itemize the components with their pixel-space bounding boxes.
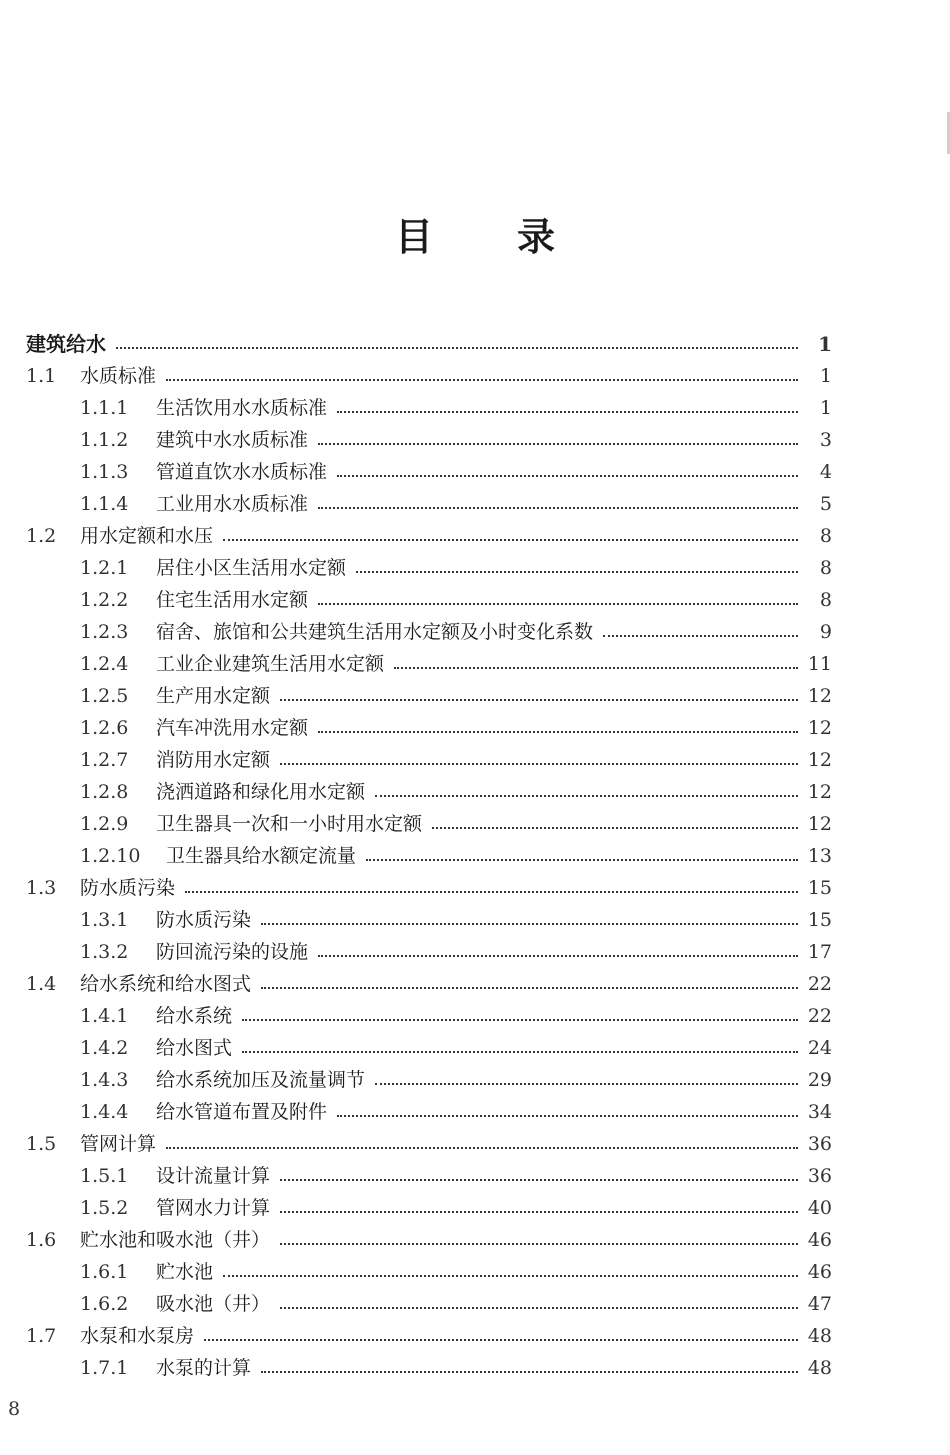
toc-entry-label: 贮水池和吸水池（井） — [80, 1229, 271, 1251]
toc-entry-label: 住宅生活用水定额 — [156, 589, 309, 611]
toc-dot-leader — [318, 443, 798, 445]
toc-entry-page: 1 — [818, 332, 832, 356]
toc-entry-page: 1 — [819, 397, 832, 419]
toc-entry-page: 12 — [807, 717, 832, 739]
toc-entry[interactable] — [26, 1064, 832, 1096]
toc-entry-page: 15 — [807, 877, 832, 899]
toc-entry-number: 1.3 — [26, 877, 57, 899]
toc-dot-leader — [432, 827, 798, 829]
toc-dot-leader — [318, 603, 798, 605]
toc-dot-leader — [375, 1083, 798, 1085]
toc-entry-number: 1.4.2 — [80, 1037, 129, 1059]
toc-entry-page: 8 — [819, 525, 832, 547]
toc-entry[interactable] — [26, 872, 832, 904]
toc-entry[interactable] — [26, 1160, 832, 1192]
toc-dot-leader — [394, 667, 798, 669]
toc-entry-page: 12 — [807, 813, 832, 835]
toc-entry-label: 卫生器具给水额定流量 — [166, 845, 357, 867]
toc-entry-page: 15 — [807, 909, 832, 931]
toc-entry[interactable] — [26, 1256, 832, 1288]
toc-entry-number: 1.3.1 — [80, 909, 129, 931]
toc-entry-page: 1 — [819, 365, 832, 387]
toc-entry-number: 1.2.10 — [80, 845, 141, 867]
toc-entry-number: 1.2.3 — [80, 621, 129, 643]
toc-entry-number: 1.1.3 — [80, 461, 129, 483]
toc-entry[interactable] — [26, 328, 832, 360]
toc-entry-page: 46 — [807, 1229, 832, 1251]
toc-entry-page: 12 — [807, 781, 832, 803]
toc-entry-page: 4 — [819, 461, 832, 483]
toc-entry-page: 34 — [807, 1101, 832, 1123]
toc-entry-label: 贮水池 — [156, 1261, 214, 1283]
toc-entry-page: 46 — [807, 1261, 832, 1283]
title-char-1: 目 — [394, 215, 433, 259]
toc-entry[interactable] — [26, 1288, 832, 1320]
toc-dot-leader — [242, 1019, 798, 1021]
toc-dot-leader — [280, 1211, 798, 1213]
toc-entry-label: 水泵和水泵房 — [80, 1325, 195, 1347]
toc-entry[interactable] — [26, 616, 832, 648]
toc-entry-page: 40 — [807, 1197, 832, 1219]
toc-dot-leader — [318, 507, 798, 509]
toc-entry[interactable] — [26, 1192, 832, 1224]
toc-entry-label: 生活饮用水水质标准 — [156, 397, 328, 419]
toc-entry-number: 1.2.7 — [80, 749, 129, 771]
toc-dot-leader — [280, 1307, 798, 1309]
toc-entry-number: 1.4.3 — [80, 1069, 129, 1091]
toc-entry-number: 1.2.2 — [80, 589, 129, 611]
toc-entry[interactable] — [26, 744, 832, 776]
toc-dot-leader — [242, 1051, 798, 1053]
toc-entry[interactable] — [26, 648, 832, 680]
toc-entry-page: 36 — [807, 1133, 832, 1155]
toc-entry-page: 9 — [819, 621, 832, 643]
toc-entry-number: 1.2.1 — [80, 557, 129, 579]
toc-entry-number: 1.6.1 — [80, 1261, 129, 1283]
toc-dot-leader — [280, 1243, 798, 1245]
toc-entry-label: 工业用水水质标准 — [156, 493, 309, 515]
toc-entry-page: 12 — [807, 685, 832, 707]
toc-entry-number: 1.2.5 — [80, 685, 129, 707]
toc-entry-label: 水泵的计算 — [156, 1357, 252, 1379]
toc-entry[interactable] — [26, 392, 832, 424]
toc-entry[interactable] — [26, 360, 832, 392]
toc-entry-page: 8 — [819, 557, 832, 579]
title-char-2: 录 — [517, 215, 556, 259]
toc-entry[interactable] — [26, 456, 832, 488]
toc-dot-leader — [337, 1115, 798, 1117]
toc-entry[interactable] — [26, 808, 832, 840]
toc-entry-page: 17 — [807, 941, 832, 963]
toc-entry-label: 给水系统和给水图式 — [80, 973, 252, 995]
toc-entry-number: 1.1 — [26, 365, 57, 387]
toc-entry-page: 48 — [807, 1325, 832, 1347]
toc-entry-label: 给水管道布置及附件 — [156, 1101, 328, 1123]
toc-dot-leader — [356, 571, 798, 573]
toc-entry-number: 1.6.2 — [80, 1293, 129, 1315]
toc-entry-page: 22 — [807, 973, 832, 995]
toc-entry[interactable] — [26, 1320, 832, 1352]
toc-entry[interactable] — [26, 1224, 832, 1256]
toc-entry-page: 11 — [807, 653, 832, 675]
toc-dot-leader — [261, 923, 798, 925]
toc-entry[interactable] — [26, 936, 832, 968]
toc-entry-label: 建筑中水水质标准 — [156, 429, 309, 451]
toc-entry-number: 1.1.1 — [80, 397, 129, 419]
toc-entry[interactable] — [26, 1032, 832, 1064]
toc-entry-number: 1.7.1 — [80, 1357, 129, 1379]
toc-entry-label: 水质标准 — [80, 365, 157, 387]
toc-entry-page: 36 — [807, 1165, 832, 1187]
toc-entry[interactable] — [26, 680, 832, 712]
toc-entry[interactable] — [26, 712, 832, 744]
toc-entry-number: 1.2.8 — [80, 781, 129, 803]
toc-entry-number: 1.1.2 — [80, 429, 129, 451]
toc-entry-label: 管网计算 — [80, 1133, 157, 1155]
toc-entry-number: 1.5.1 — [80, 1165, 129, 1187]
toc-entry-label: 给水系统 — [156, 1005, 233, 1027]
toc-entry-page: 5 — [819, 493, 832, 515]
toc-dot-leader — [280, 763, 798, 765]
toc-entry[interactable] — [26, 520, 832, 552]
toc-entry-number: 1.2.9 — [80, 813, 129, 835]
toc-entry-page: 24 — [807, 1037, 832, 1059]
toc-dot-leader — [366, 859, 798, 861]
toc-entry-number: 1.3.2 — [80, 941, 129, 963]
toc-entry-label: 消防用水定额 — [156, 749, 271, 771]
page-title — [0, 206, 950, 261]
toc-entry-number: 1.4.4 — [80, 1101, 129, 1123]
toc-entry-number: 1.4.1 — [80, 1005, 129, 1027]
toc-entry[interactable] — [26, 488, 832, 520]
toc-entry-label: 卫生器具一次和一小时用水定额 — [156, 813, 423, 835]
toc-entry-label: 宿舍、旅馆和公共建筑生活用水定额及小时变化系数 — [156, 621, 594, 643]
toc-entry-number: 1.2 — [26, 525, 57, 547]
toc-entry[interactable] — [26, 840, 832, 872]
toc-entry-label: 给水系统加压及流量调节 — [156, 1069, 366, 1091]
toc-entry-label: 浇洒道路和绿化用水定额 — [156, 781, 366, 803]
toc-entry-number: 1.2.6 — [80, 717, 129, 739]
toc-dot-leader — [318, 731, 798, 733]
toc-entry[interactable] — [26, 1000, 832, 1032]
toc-entry-label: 防水质污染 — [156, 909, 252, 931]
toc-dot-leader — [166, 379, 798, 381]
toc-entry-label: 汽车冲洗用水定额 — [156, 717, 309, 739]
toc-entry-number: 1.2.4 — [80, 653, 129, 675]
toc-entry-page: 3 — [819, 429, 832, 451]
toc-entry-label: 管道直饮水水质标准 — [156, 461, 328, 483]
toc-dot-leader — [166, 1147, 798, 1149]
toc-dot-leader — [223, 539, 798, 541]
toc-entry-page: 48 — [807, 1357, 832, 1379]
toc-entry-label: 建筑给水 — [26, 332, 106, 356]
toc-entry[interactable] — [26, 584, 832, 616]
toc-dot-leader — [261, 1371, 798, 1373]
toc-entry-page: 29 — [807, 1069, 832, 1091]
toc-entry[interactable] — [26, 968, 832, 1000]
toc-dot-leader — [204, 1339, 798, 1341]
toc-entry-label: 吸水池（井） — [156, 1293, 271, 1315]
page-number: 8 — [8, 1398, 21, 1420]
toc-dot-leader — [116, 347, 798, 349]
toc-dot-leader — [318, 955, 798, 957]
toc-entry[interactable] — [26, 904, 832, 936]
toc-entry-label: 工业企业建筑生活用水定额 — [156, 653, 385, 675]
toc-entry-number: 1.7 — [26, 1325, 57, 1347]
toc-entry-label: 居住小区生活用水定额 — [156, 557, 347, 579]
toc-entry-label: 用水定额和水压 — [80, 525, 214, 547]
toc-dot-leader — [280, 1179, 798, 1181]
toc-entry-number: 1.1.4 — [80, 493, 129, 515]
toc-dot-leader — [223, 1275, 798, 1277]
toc-entry-label: 防水质污染 — [80, 877, 176, 899]
toc-dot-leader — [280, 699, 798, 701]
toc-entry-page: 8 — [819, 589, 832, 611]
table-of-contents — [26, 328, 832, 1384]
toc-entry-label: 管网水力计算 — [156, 1197, 271, 1219]
toc-entry-label: 防回流污染的设施 — [156, 941, 309, 963]
toc-entry[interactable] — [26, 552, 832, 584]
toc-entry[interactable] — [26, 424, 832, 456]
toc-dot-leader — [261, 987, 798, 989]
toc-entry-number: 1.5.2 — [80, 1197, 129, 1219]
toc-entry-number: 1.6 — [26, 1229, 57, 1251]
toc-dot-leader — [375, 795, 798, 797]
toc-entry-number: 1.5 — [26, 1133, 57, 1155]
toc-entry-page: 12 — [807, 749, 832, 771]
toc-entry[interactable] — [26, 1096, 832, 1128]
toc-entry[interactable] — [26, 1128, 832, 1160]
toc-entry-page: 13 — [807, 845, 832, 867]
toc-dot-leader — [185, 891, 798, 893]
toc-entry-number: 1.4 — [26, 973, 57, 995]
toc-entry-page: 22 — [807, 1005, 832, 1027]
toc-entry[interactable] — [26, 1352, 832, 1384]
toc-entry-label: 生产用水定额 — [156, 685, 271, 707]
toc-entry[interactable] — [26, 776, 832, 808]
toc-dot-leader — [337, 475, 798, 477]
toc-entry-label: 设计流量计算 — [156, 1165, 271, 1187]
toc-dot-leader — [337, 411, 798, 413]
toc-entry-page: 47 — [807, 1293, 832, 1315]
toc-dot-leader — [603, 635, 798, 637]
toc-entry-label: 给水图式 — [156, 1037, 233, 1059]
